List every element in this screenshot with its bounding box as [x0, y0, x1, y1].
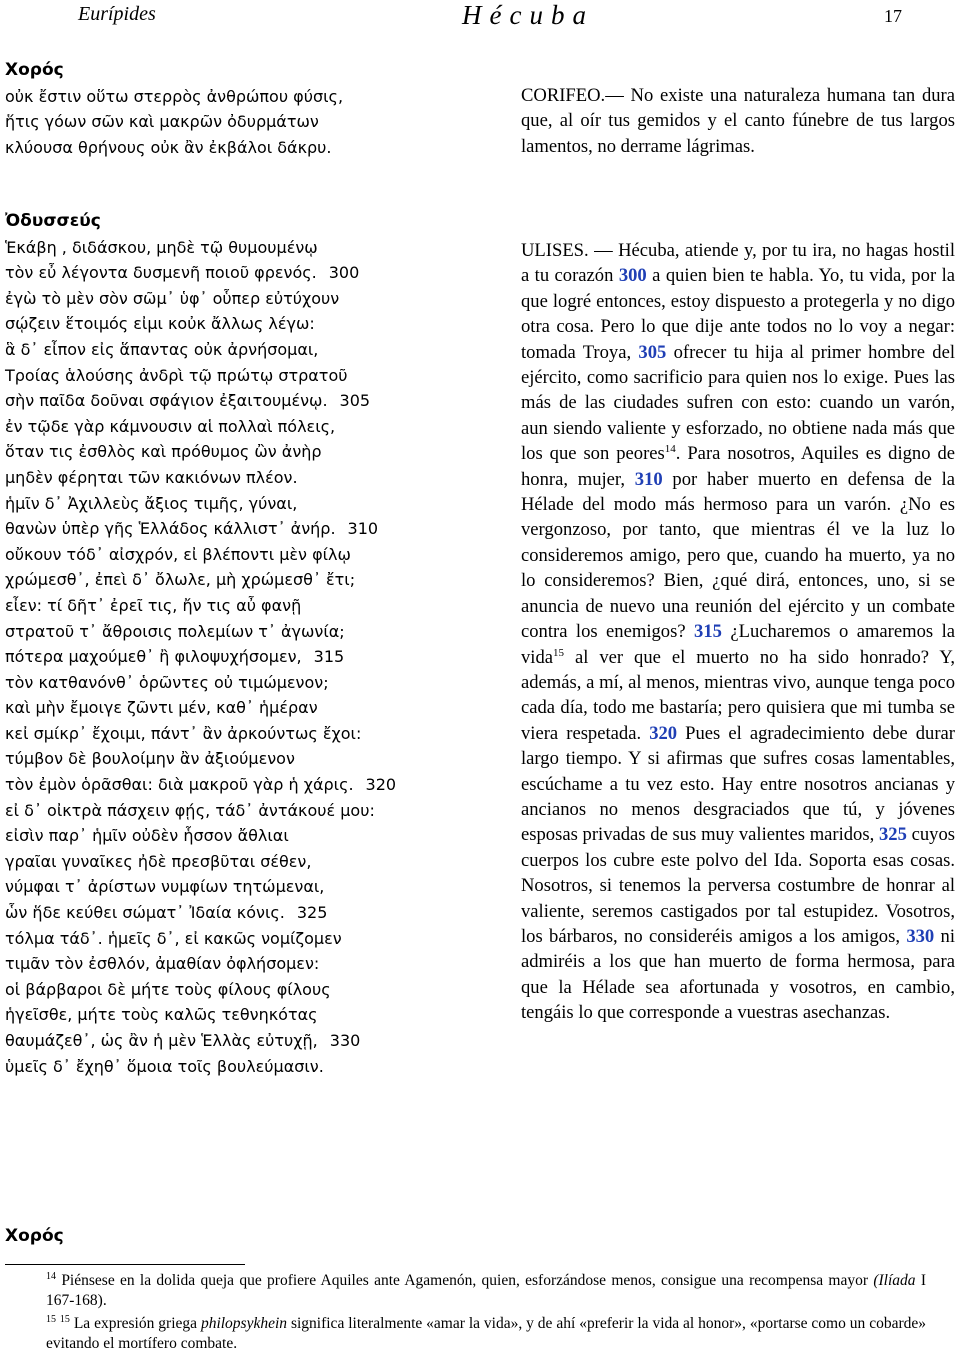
greek-line	[5, 849, 495, 875]
greek-line-text: θαυμάζεθ᾽, ὡς ἂν ἡ μὲν Ἑλλὰς εὐτυχῇ,	[5, 1031, 318, 1050]
speaker-label-chorus-2: Χορός	[5, 1226, 64, 1246]
greek-line	[5, 286, 495, 312]
text-run: a quien bien te habla. Yo, tu vida, por la que logré entonces, estoy dispuesto a protegerla y no digo otra cosa. Pero lo que dije ante todos no lo voy a negar: tomada Troya,	[521, 265, 955, 363]
greek-line-text: γραῖαι γυναῖκες ἠδὲ πρεσβῦται σέθεν,	[5, 851, 312, 871]
greek-line	[5, 670, 495, 696]
greek-line	[5, 542, 495, 568]
greek-line	[5, 977, 495, 1003]
text-run: Pues el agradecimiento debe durar largo tiempo. Y si afirmas que sufres cosas lamentables, escúchame a tu vez esto. Hay entre nosotros ancianas y ancianos no menos desgraciados que tú, y jóvenes esposas privadas de sus muy valientes maridos,	[521, 722, 955, 846]
greek-line-text: σὴν παῖδα δοῦναι σφάγιον ἐξαιτουμένῳ.	[5, 391, 328, 411]
line-number: 310	[634, 468, 663, 490]
greek-line-text: μηδὲν φέρηται τῶν κακιόνων πλέον.	[5, 467, 298, 487]
text-run: ni admiréis a los que han muerto de forma hermosa, para que la Hélade sea afortunada y vosotros, en cambio, tengáis lo que corresponde a vuestras asechanzas.	[521, 925, 956, 1024]
footnote-14	[46, 1271, 926, 1311]
greek-line-number: 300	[328, 263, 360, 283]
greek-line	[5, 516, 495, 542]
greek-line	[5, 644, 495, 670]
greek-line	[5, 695, 495, 721]
greek-line-number: 320	[365, 775, 397, 795]
greek-line	[5, 414, 495, 440]
greek-line-text: ἐν τῷδε γὰρ κάμνουσιν αἱ πολλαὶ πόλεις,	[5, 416, 336, 436]
line-number: 315	[694, 621, 722, 643]
greek-line-number: 315	[313, 647, 345, 667]
greek-line-text: τιμᾶν τὸν ἐσθλόν, ἀμαθίαν ὀφλήσομεν:	[5, 954, 320, 974]
greek-line-text: χρώμεσθ᾽, ἐπεὶ δ᾽ ὄλωλε, μὴ χρώμεσθ᾽ ἔτι;	[5, 570, 356, 590]
greek-line	[5, 465, 495, 491]
greek-line	[5, 363, 495, 389]
greek-line	[5, 593, 495, 619]
greek-line	[5, 746, 495, 772]
greek-line	[5, 619, 495, 645]
greek-line-text: κεἰ σμίκρ᾽ ἔχοιμι, πάντ᾽ ἂν ἀρκούντως ἔχοι:	[5, 723, 362, 743]
footnote-15	[46, 1314, 926, 1354]
spanish-ulises	[521, 238, 955, 1026]
greek-line	[5, 1002, 495, 1028]
spanish-corifeo: CORIFEO.— No existe una naturaleza humana tan dura que, al oír tus gemidos y el canto fúnebre de tus largos lamentos, no derrame lágrimas.	[521, 85, 955, 157]
line-number: 320	[649, 722, 678, 744]
line-number: 300	[618, 265, 647, 287]
footnote-number: 15	[59, 1313, 70, 1325]
greek-line	[5, 567, 495, 593]
greek-line-text: τὸν εὖ λέγοντα δυσμενῆ ποιοῦ φρενός.	[5, 263, 317, 283]
greek-line-text: εἰσὶν παρ᾽ ἡμῖν οὐδὲν ἧσσον ἄθλιαι	[5, 826, 289, 846]
greek-line-text: ὑμεῖς δ᾽ ἔχηθ᾽ ὅμοια τοῖς βουλεύμασιν.	[5, 1056, 324, 1076]
greek-line-text: ἡμῖν δ᾽ Ἀχιλλεὺς ἄξιος τιμῆς, γύναι,	[5, 493, 298, 513]
text-run: ofrecer tu hija al primer hombre del ejército, como sacrificio para quien nos lo exige. Pues las más de las ciudades sufren con esto: cuando un varón, aun siendo valiente y esforzado, no obtiene nada más que los que son peores	[521, 341, 955, 465]
greek-line-text: ἐγὼ τὸ μὲν σὸν σῶμ᾽ ὑφ᾽ οὗπερ εὐτύχουν	[5, 288, 340, 308]
footnotes	[46, 1271, 926, 1357]
greek-chorus-block	[5, 58, 495, 160]
speaker-label: Χορός	[5, 60, 64, 80]
footnote-rule	[5, 1264, 245, 1265]
page-number: 17	[884, 6, 902, 26]
greek-line	[5, 337, 495, 363]
greek-line	[5, 260, 495, 286]
greek-line	[5, 900, 495, 926]
greek-line	[5, 772, 495, 798]
greek-line: ἥτις γόων σῶν καὶ μακρῶν ὀδυρμάτων	[5, 112, 319, 132]
greek-line-text: ἃ δ᾽ εἶπον εἰς ἅπαντας οὐκ ἀρνήσομαι,	[5, 339, 319, 359]
greek-line	[5, 235, 495, 261]
greek-line-text: νύμφαι τ᾽ ἀρίστων νυμφίων τητώμεναι,	[5, 877, 325, 897]
footnote-ref-14[interactable]: 14	[664, 443, 676, 456]
footnote-ref-15[interactable]: 15	[553, 646, 565, 659]
text-run: por haber muerto en defensa de la Hélade del modo más hermoso para un varón. ¿No es vergonzoso, por tanto, que mientras él ve la luz lo consideremos amigo, pero que, cuando ha muerto, ya no lo consideremos? Bien, ¿qué dirá, entonces, uno, si se anuncia de nuevo una reunión del ejército y un combate contra los enemigos?	[521, 468, 955, 643]
greek-line	[5, 926, 495, 952]
greek-line	[5, 721, 495, 747]
greek-line: οὐκ ἔστιν οὕτω στερρὸς ἀνθρώπου φύσις,	[5, 86, 344, 106]
greek-line	[5, 311, 495, 337]
greek-line	[5, 951, 495, 977]
footnote-number: 15	[46, 1313, 56, 1325]
greek-line-text: οἱ βάρβαροι δὲ μήτε τοὺς φίλους φίλους	[5, 979, 331, 999]
greek-line	[5, 388, 495, 414]
greek-line-text: θανὼν ὑπὲρ γῆς Ἑλλάδος κάλλιστ᾽ ἀνήρ.	[5, 519, 336, 539]
greek-line-text: Ἑκάβη , διδάσκου, μηδὲ τῷ θυμουμένῳ	[5, 237, 318, 257]
greek-line	[5, 1054, 495, 1080]
line-number: 330	[906, 925, 935, 947]
greek-line-text: τόλμα τάδ᾽. ἡμεῖς δ᾽, εἰ κακῶς νομίζομεν	[5, 928, 342, 948]
header-title: Hécuba	[462, 0, 594, 30]
greek-line	[5, 798, 495, 824]
greek-line-text: οὔκουν τόδ᾽ αἰσχρόν, εἰ βλέποντι μὲν φίλῳ	[5, 544, 351, 564]
greek-line-text: ἡγεῖσθε, μήτε τοὺς καλῶς τεθνηκότας	[5, 1005, 318, 1025]
greek-line-text: Τροίας ἁλούσης ἀνδρὶ τῷ πρώτῳ στρατοῦ	[5, 365, 348, 385]
greek-line-text: τὸν κατθανόνθ᾽ ὁρῶντες οὐ τιμώμενον;	[5, 672, 329, 692]
greek-odysseus-block	[5, 209, 495, 1079]
text-run: cuyos cuerpos los cubre este polvo del Ida. Soporta esas cosas. Nosotros, si tenemos la perversa costumbre de honrar al valiente, seremos castigados por tal estupidez. Vosotros, los bárbaros, no consideréis amigos a los amigos,	[521, 824, 955, 947]
greek-line-number: 305	[339, 391, 371, 411]
greek-line-text: εἶεν: τί δῆτ᾽ ἐρεῖ τις, ἤν τις αὖ φανῇ	[5, 595, 302, 615]
greek-line	[5, 439, 495, 465]
text-run: . Para nosotros, Aquiles es digno de honra, mujer,	[521, 443, 955, 490]
greek-line-text: στρατοῦ τ᾽ ἄθροισις πολεμίων τ᾽ ἀγωνία;	[5, 621, 345, 641]
line-number: 325	[878, 824, 907, 846]
greek-line-text: τὸν ἐμὸν ὁρᾶσθαι: διὰ μακροῦ γὰρ ἡ χάρις.	[5, 775, 354, 795]
footnote-number: 14	[46, 1270, 56, 1282]
footnote-italic: (Ilíada	[873, 1272, 916, 1289]
footnote-text: significa literalmente «amar la vida», y de ahí «preferir la vida al honor», «portarse como un cobarde» evitando el mortífero combate.	[46, 1315, 927, 1352]
footnote-text: I 167-168).	[46, 1272, 927, 1309]
header-author: Eurípides	[78, 3, 156, 25]
greek-line-text: ὧν ἥδε κεύθει σώματ᾽ Ἰδαία κόνις.	[5, 903, 285, 923]
greek-line-text: καὶ μὴν ἔμοιγε ζῶντι μέν, καθ᾽ ἡμέραν	[5, 698, 318, 718]
speaker-label: Ὀδυσσεύς	[5, 211, 101, 231]
greek-line	[5, 874, 495, 900]
greek-line-number: 310	[347, 519, 379, 539]
greek-line: κλύουσα θρήνους οὐκ ἂν ἐκβάλοι δάκρυ.	[5, 137, 332, 157]
greek-line-text: τύμβον δὲ βουλοίμην ἂν ἀξιούμενον	[5, 749, 295, 769]
greek-line-text: ὅταν τις ἐσθλὸς καὶ πρόθυμος ὢν ἀνὴρ	[5, 442, 322, 462]
greek-line	[5, 823, 495, 849]
line-number: 305	[638, 341, 667, 363]
footnote-text: Piénsese en la dolida queja que profiere Aquiles ante Agamenón, quien, esforzándose menos, consigue una recompensa mayor	[61, 1272, 874, 1289]
greek-line-number: 330	[329, 1031, 361, 1050]
greek-line	[5, 1028, 495, 1054]
greek-line-text: σῴζειν ἕτοιμός εἰμι κοὐκ ἄλλως λέγω:	[5, 314, 315, 334]
text-run: ¿Lucharemos o amaremos la vida	[521, 621, 955, 668]
greek-line-number: 325	[296, 903, 328, 923]
footnote-text: La expresión griega	[73, 1315, 201, 1332]
greek-line-text: πότερα μαχούμεθ᾽ ἢ φιλοψυχήσομεν,	[5, 647, 302, 667]
greek-line	[5, 491, 495, 517]
text-run: al ver que el muerto no ha sido honrado? Y, además, a mí, al menos, mientras vivo, aunque tenga poco cada día, todo me bastaría; pero quisiera que mi tumba se viera respetada.	[521, 646, 955, 744]
text-run: ULISES. — Hécuba, atiende y, por tu ira, no hagas hostil a tu corazón	[521, 240, 955, 287]
footnote-italic: philopsykhein	[200, 1315, 288, 1332]
greek-line-text: εἰ δ᾽ οἰκτρὰ πάσχειν φῄς, τάδ᾽ ἀντάκουέ μου:	[5, 800, 375, 820]
